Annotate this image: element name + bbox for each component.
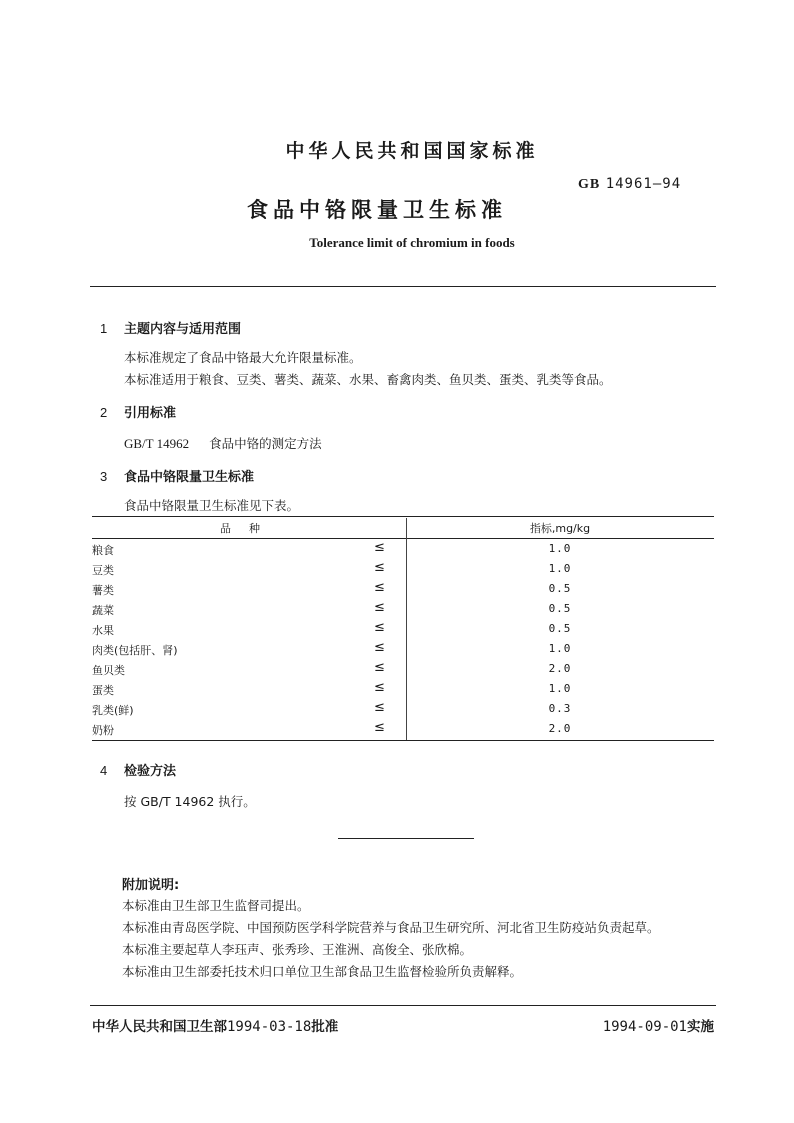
- food-name: 鱼贝类: [92, 664, 125, 677]
- limit-value: 2.0: [548, 722, 572, 735]
- less-equal-symbol: ≤: [374, 700, 385, 715]
- section-title: 检验方法: [124, 764, 177, 779]
- national-standard-heading: 中华人民共和国国家标准: [285, 140, 539, 162]
- section-number: 3: [100, 469, 108, 484]
- section-1-heading: [100, 318, 241, 337]
- table-row: [92, 720, 714, 740]
- section-number: 1: [100, 321, 108, 336]
- reference-line: [124, 434, 322, 452]
- section-number: 2: [100, 405, 108, 420]
- food-name: 奶粉: [92, 724, 114, 737]
- limit-value: 1.0: [548, 682, 572, 695]
- effective-line: [603, 1015, 714, 1035]
- section-title: 引用标准: [124, 406, 177, 421]
- section-4-text: 按 GB/T 14962 执行。: [124, 794, 256, 809]
- approval-suffix: 批准: [311, 1019, 339, 1035]
- table-row: [92, 660, 714, 680]
- table-row: [92, 540, 714, 560]
- limit-value: 0.3: [548, 702, 572, 715]
- table-row: [92, 620, 714, 640]
- section-1-paragraph-1: 本标准规定了食品中铬最大允许限量标准。: [124, 350, 362, 365]
- section-number: 4: [100, 763, 108, 778]
- approving-authority: 中华人民共和国卫生部: [92, 1019, 227, 1035]
- table-row: [92, 680, 714, 700]
- less-equal-symbol: ≤: [374, 540, 385, 555]
- food-name: 薯类: [92, 584, 114, 597]
- standard-code-number: 14961—94: [605, 176, 682, 192]
- table-row: [92, 580, 714, 600]
- limit-value: 1.0: [548, 642, 572, 655]
- approval-line: [92, 1015, 338, 1035]
- document-title-en: Tolerance limit of chromium in foods: [309, 235, 515, 250]
- table-row: [92, 640, 714, 660]
- food-name: 蛋类: [92, 684, 114, 697]
- limit-value: 1.0: [548, 542, 572, 555]
- limit-value: 2.0: [548, 662, 572, 675]
- effective-date: 1994-09-01: [602, 1019, 687, 1035]
- table-header-item: 品种: [220, 522, 278, 535]
- limit-value: 0.5: [548, 622, 572, 635]
- reference-title: 食品中铬的测定方法: [209, 436, 322, 451]
- table-row: [92, 600, 714, 620]
- section-3-heading: [100, 466, 254, 485]
- approval-date: 1994-03-18: [227, 1019, 312, 1035]
- table-top-rule: [92, 516, 714, 517]
- table-header-value: 指标,mg/kg: [529, 522, 591, 535]
- chromium-limit-table: [92, 516, 714, 742]
- standard-code-prefix: GB: [578, 177, 601, 192]
- section-4-heading: [100, 760, 176, 779]
- end-of-text-rule: [338, 838, 474, 839]
- additional-notes-heading: 附加说明:: [122, 878, 180, 893]
- table-header-rule: [92, 538, 714, 539]
- document-title-cn: 食品中铬限量卫生标准: [247, 198, 507, 222]
- food-name: 豆类: [92, 564, 114, 577]
- less-equal-symbol: ≤: [374, 620, 385, 635]
- food-name: 水果: [92, 624, 114, 637]
- note-line: 本标准主要起草人李珏声、张秀珍、王淮洲、高俊全、张欣棉。: [122, 942, 473, 957]
- section-title: 食品中铬限量卫生标准: [124, 470, 255, 485]
- bottom-divider: [90, 1005, 716, 1006]
- food-name: 粮食: [92, 544, 114, 557]
- table-row: [92, 700, 714, 720]
- section-3-intro: 食品中铬限量卫生标准见下表。: [124, 498, 300, 513]
- less-equal-symbol: ≤: [374, 600, 385, 615]
- less-equal-symbol: ≤: [374, 720, 385, 735]
- less-equal-symbol: ≤: [374, 580, 385, 595]
- note-line: 本标准由卫生部委托技术归口单位卫生部食品卫生监督检验所负责解释。: [122, 964, 523, 979]
- table-bottom-rule: [92, 740, 714, 741]
- section-1-paragraph-2: 本标准适用于粮食、豆类、薯类、蔬菜、水果、畜禽肉类、鱼贝类、蛋类、乳类等食品。: [124, 372, 612, 387]
- limit-value: 0.5: [548, 602, 572, 615]
- food-name: 肉类(包括肝、肾): [92, 644, 178, 657]
- effective-suffix: 实施: [687, 1019, 714, 1035]
- less-equal-symbol: ≤: [374, 660, 385, 675]
- food-name: 乳类(鲜): [92, 704, 134, 717]
- top-divider: [90, 286, 716, 287]
- limit-value: 1.0: [548, 562, 572, 575]
- less-equal-symbol: ≤: [374, 640, 385, 655]
- reference-code: GB/T 14962: [124, 436, 190, 451]
- note-line: 本标准由卫生部卫生监督司提出。: [122, 898, 310, 913]
- section-2-heading: [100, 402, 176, 421]
- limit-value: 0.5: [548, 582, 572, 595]
- less-equal-symbol: ≤: [374, 680, 385, 695]
- standard-code: [578, 176, 681, 193]
- note-line: 本标准由青岛医学院、中国预防医学科学院营养与食品卫生研究所、河北省卫生防疫站负责起草。: [122, 920, 660, 935]
- section-title: 主题内容与适用范围: [124, 322, 242, 337]
- table-row: [92, 560, 714, 580]
- food-name: 蔬菜: [92, 604, 114, 617]
- less-equal-symbol: ≤: [374, 560, 385, 575]
